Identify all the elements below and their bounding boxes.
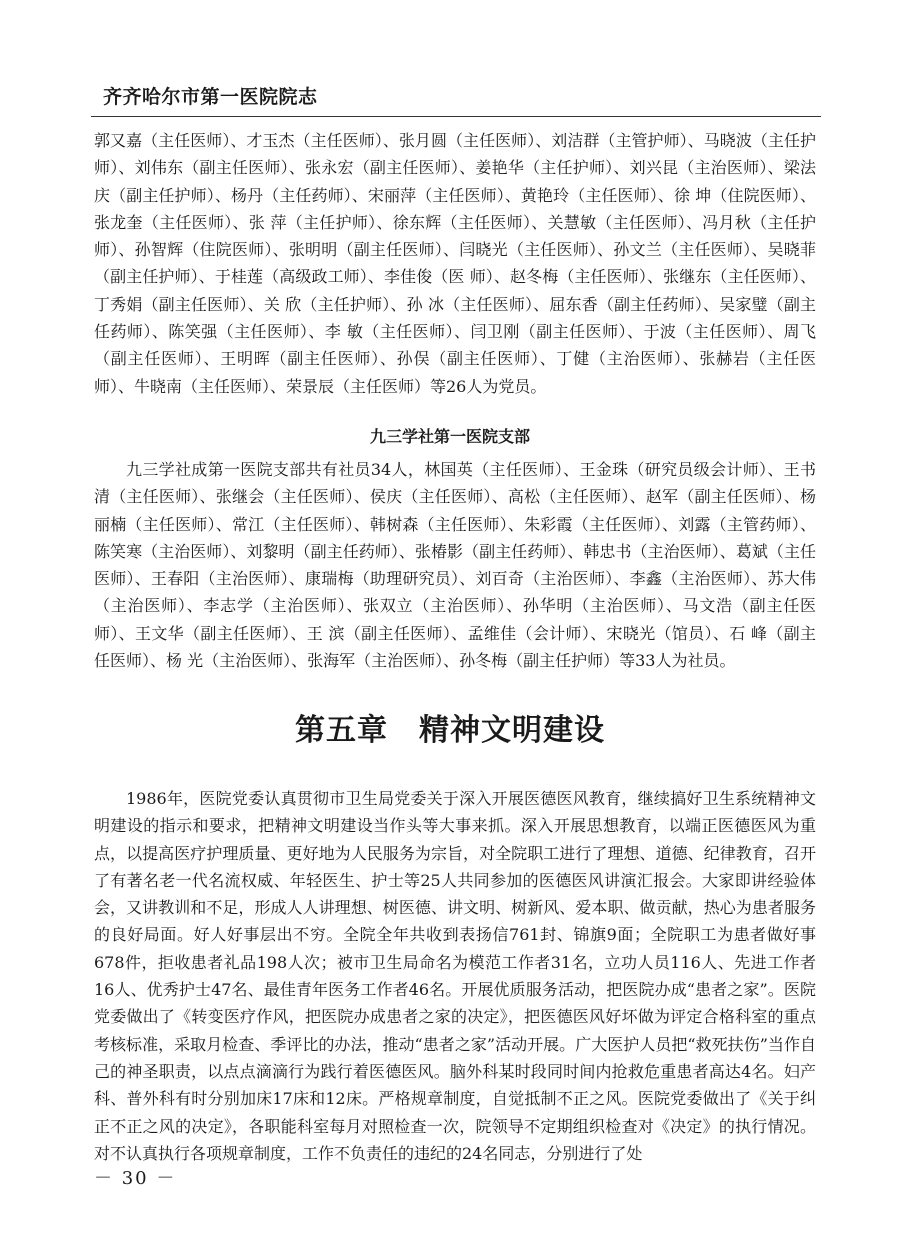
section-heading: 九三学社第一医院支部: [369, 427, 530, 446]
chapter-title: 第五章 精神文明建设: [295, 713, 605, 748]
running-header: 齐齐哈尔市第一医院院志: [103, 86, 318, 108]
page-number: － 30 －: [94, 1168, 177, 1189]
jiusan-paragraph: 九三学社成第一医院支部共有社员34人，林国英（主任医师）、王金珠（研究员级会计师）、王书清（主任医师）、张继会（主任医师）、侯庆（主任医师）、高松（主任医师）、赵军（副主任医师）、杨丽楠（主任医师）、常江（主任医师）、韩树森（主任医师）、朱彩霞（主任医师）、刘露（主管药师）、陈笑寒（主治医师）、刘黎明（副主任药师）、张椿影（副主任药师）、韩忠书（主治医师）、葛斌（主任医师）、王春阳（主治医师）、康瑞梅（助理研究员）、刘百奇（主治医师）、李鑫（主治医师）、苏大伟（主治医师）、李志学（主治医师）、张双立（主治医师）、孙华明（主治医师）、马文浩（副主任医师）、王文华（副主任医师）、王 滨（副主任医师）、孟维佳（会计师）、宋晓光（馆员）、石 峰（副主任医师）、杨 光（主治医师）、张海军（主治医师）、孙冬梅（副主任护师）等33人为社员。: [94, 460, 816, 671]
header-rule: [91, 116, 821, 117]
party-members-paragraph: 郭又嘉（主任医师）、才玉杰（主任医师）、张月圆（主任医师）、刘洁群（主管护师）、马晓波（主任护师）、刘伟东（副主任医师）、张永宏（副主任医师）、姜艳华（主任护师）、刘兴昆（主治医师）、梁法庆（副主任护师）、杨丹（主任药师）、宋丽萍（主任医师）、黄艳玲（主任医师）、徐 坤（住院医师）、张龙奎（主任医师）、张 萍（主任护师）、徐东辉（主任医师）、关慧敏（主任医师）、冯月秋（主任护师）、孙智辉（住院医师）、张明明（副主任医师）、闫晓光（主任医师）、孙文兰（主任医师）、吴晓菲（副主任护师）、于桂莲（高级政工师）、李佳俊（医 师）、赵冬梅（主任医师）、张继东（主任医师）、丁秀娟（副主任医师）、关 欣（主任护师）、孙 冰（主任医师）、屈东香（副主任药师）、吴家璧（副主任药师）、陈笑强（主任医师）、李 敏（主任医师）、闫卫刚（副主任医师）、于波（主任医师）、周飞（副主任医师）、王明晖（副主任医师）、孙俣（副主任医师）、丁健（主治医师）、张赫岩（主任医师）、牛晓南（主任医师）、荣景辰（主任医师）等26人为党员。: [94, 131, 816, 396]
chapter-body-paragraph: 1986年，医院党委认真贯彻市卫生局党委关于深入开展医德医风教育，继续搞好卫生系统精神文明建设的指示和要求，把精神文明建设当作头等大事来抓。深入开展思想教育，以端正医德医风为重点，以提高医疗护理质量、更好地为人民服务为宗旨，对全院职工进行了理想、道德、纪律教育，召开了有著名老一代名流权威、年轻医生、护士等25人共同参加的医德医风讲演汇报会。大家即讲经验体会，又讲教训和不足，形成人人讲理想、树医德、讲文明、树新风、爱本职、做贡献，热心为患者服务的良好局面。好人好事层出不穷。全院全年共收到表扬信761封、锦旗9面；全院职工为患者做好事678件，拒收患者礼品198人次；被市卫生局命名为模范工作者31名，立功人员116人、先进工作者16人、优秀护士47名、最佳青年医务工作者46名。开展优质服务活动，把医院办成“患者之家”。医院党委做出了《转变医疗作风，把医院办成患者之家的决定》，把医德医风好坏做为评定合格科室的重点考核标准，采取月检查、季评比的办法，推动“患者之家”活动开展。广大医护人员把“救死扶伤”当作自己的神圣职责，以点点滴滴行为践行着医德医风。脑外科某时段同时间内抢救危重患者高达4名。妇产科、普外科有时分别加床17床和12床。严格规章制度，自觉抵制不正之风。医院党委做出了《关于纠正不正之风的决定》，各职能科室每月对照检查一次，院领导不定期组织检查对《决定》的执行情况。对不认真执行各项规章制度，工作不负责任的违纪的24名同志，分别进行了处: [94, 789, 816, 1163]
